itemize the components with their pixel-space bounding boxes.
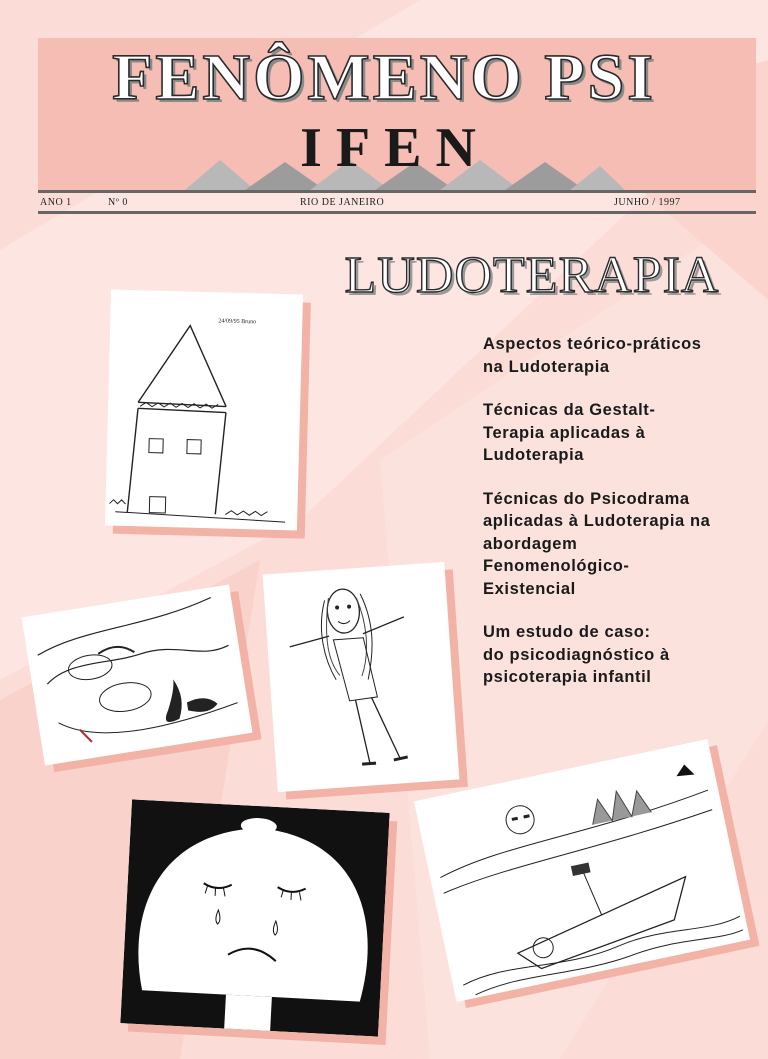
issue-city: RIO DE JANEIRO: [300, 197, 385, 208]
child-drawing-house: [105, 290, 303, 531]
article-list: [483, 333, 758, 710]
magazine-subtitle: IFEN: [300, 117, 490, 179]
child-drawing-girl: [263, 562, 460, 792]
article-title: Um estudo de caso: do psicodiagnóstico à psicoterapia infantil: [483, 623, 670, 686]
child-drawing-crying-face: [120, 799, 389, 1036]
issue-year: ANO 1: [40, 197, 72, 208]
article-title: Aspectos teórico-práticos na Ludoterapia: [483, 335, 702, 376]
issue-number: Nº 0: [108, 197, 128, 208]
masthead-rule-bottom: [38, 211, 756, 214]
article-title: Técnicas do Psicodrama aplicadas à Ludoterapia na abordagem Fenomenológico- Existencial: [483, 489, 711, 598]
article-title: Técnicas da Gestalt- Terapia aplicadas à Ludoterapia: [483, 401, 656, 464]
masthead-rule-top: [38, 190, 756, 193]
drawing-caption: 24/09/95 Bruno: [218, 318, 257, 326]
magazine-title: FENÔMENO PSI: [112, 41, 656, 114]
issue-date: JUNHO / 1997: [614, 197, 681, 208]
cover-headline: LUDOTERAPIA: [344, 247, 720, 304]
